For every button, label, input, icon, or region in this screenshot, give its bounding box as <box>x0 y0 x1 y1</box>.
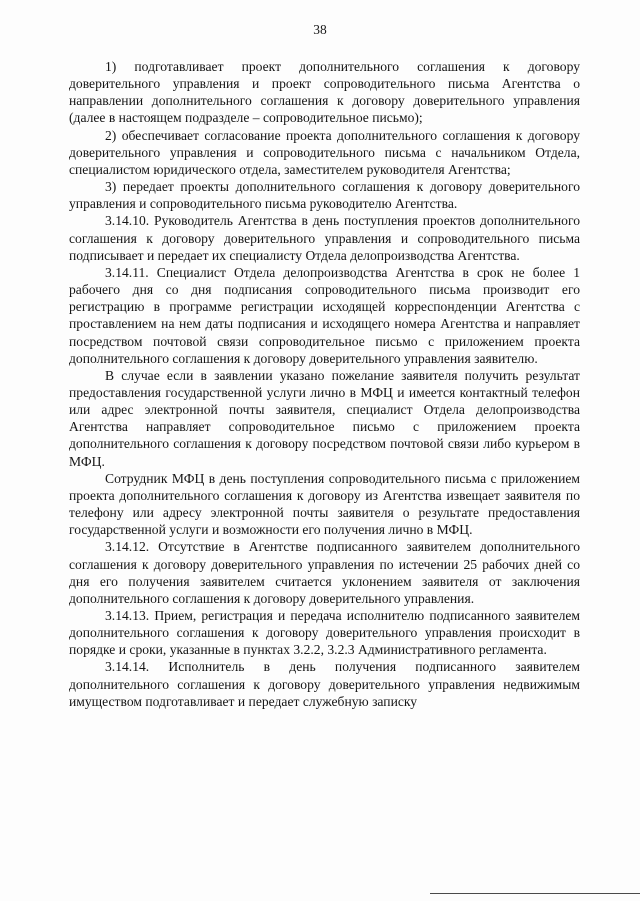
paragraph-3-14-10: 3.14.10. Руководитель Агентства в день поступления проектов дополнительного соглашения к договору доверительного управления и сопроводительного письма подписывает и передает их специалисту Отдела делопроизводства Агентства. <box>69 213 580 263</box>
paragraph-item-3: 3) передает проекты дополнительного соглашения к договору доверительного управления и сопроводительного письма руководителю Агентства. <box>69 179 580 212</box>
paragraph-mfc-employee: Сотрудник МФЦ в день поступления сопроводительного письма с приложением проекта дополнительного соглашения к договору из Агентства извещает заявителя по телефону или адресу электронной почты заявителя о результате предоставления государственной услуги и возможности его получения лично в МФЦ. <box>69 470 580 538</box>
paragraph-mfc-delivery: В случае если в заявлении указано пожелание заявителя получить результат предоставления государственной услуги лично в МФЦ и имеется контактный телефон или адрес электронной почты заявителя, специалист Отдела делопроизводства Агентства направляет сопроводительное письмо с приложением проекта дополнительного соглашения к договору посредством почтовой связи либо курьером в МФЦ. <box>69 367 580 469</box>
scan-edge-line <box>430 893 640 894</box>
paragraph-item-1: 1) подготавливает проект дополнительного соглашения к договору доверительного управления и проект сопроводительного письма Агентства о направлении дополнительного соглашения к договору доверительного управления (далее в настоящем подразделе – сопроводительное письмо); <box>69 59 580 126</box>
page-number: 38 <box>313 22 327 37</box>
document-body <box>69 58 580 710</box>
paragraph-item-2: 2) обеспечивает согласование проекта дополнительного соглашения к договору доверительного управления и сопроводительного письма с начальником Отдела, специалистом юридического отдела, заместителем руководителя Агентства; <box>69 127 580 177</box>
paragraph-3-14-12: 3.14.12. Отсутствие в Агентстве подписанного заявителем дополнительного соглашения к договору доверительного управления по истечении 25 рабочих дней со дня его получения заявителем считается уклонением заявителя от заключения дополнительного соглашения к договору доверительного управления. <box>69 539 580 606</box>
paragraph-3-14-11: 3.14.11. Специалист Отдела делопроизводства Агентства в срок не более 1 рабочего дня со дня подписания сопроводительного письма производит его регистрацию в программе регистрации исходящей корреспонденции Агентства с проставлением на нем даты подписания и исходящего номера Агентства и направляет посредством почтовой связи сопроводительное письмо с приложением проекта дополнительного соглашения к договору доверительного управления заявителю. <box>69 264 580 366</box>
paragraph-3-14-14: 3.14.14. Исполнитель в день получения подписанного заявителем дополнительного соглашения к договору доверительного управления недвижимым имуществом подготавливает и передает служебную записку <box>69 659 580 709</box>
paragraph-3-14-13: 3.14.13. Прием, регистрация и передача исполнителю подписанного заявителем дополнительного соглашения к договору доверительного управления происходит в порядке и сроки, указанные в пунктах 3.2.2, 3.2.3 Административного регламента. <box>69 608 580 658</box>
